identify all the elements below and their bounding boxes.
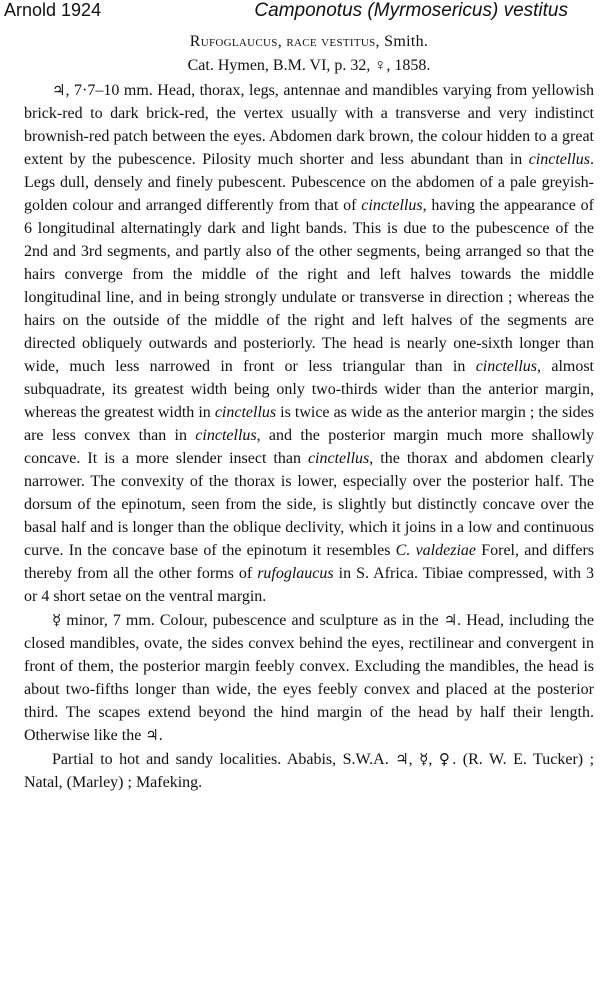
minor-worker-description: [24, 609, 594, 747]
taxon-race: race vestitus,: [286, 33, 380, 50]
document-page: [24, 33, 594, 794]
text-run: . Head, including the closed mandibles, ovate, the sides convex behind the eyes, rectilinear and convergent in front of them, the posterior margin feebly convex. Excluding the mandibles, the head is about two-fifths longer than wide, the eyes feebly convex and placed at the posterior third. The scapes extend beyond the hind margin of the head by half their length. Otherwise like the: [24, 612, 595, 744]
caste-symbol: ♃: [443, 611, 458, 629]
citation: Cat. Hymen, B.M. VI, p. 32, ♀, 1858.: [187, 57, 431, 74]
text-run: , having the appearance of 6 longitudinal alternatingly dark and light bands. This is due to the pubescence of the 2nd and 3rd segments, and partly also of the other segments, being arranged so that the hairs converge from the middle of the right and left halves towards the middle longitudinal line, and in being strongly undulate or transverse in direction ; whereas the hairs on the outside of the middle of the right and left halves of the segments are directed obliquely outwards and posteriorly. The head is nearly one-sixth longer than wide, much less narrowed in front or less triangular than in: [24, 197, 594, 375]
text-run: in S. Africa. Tibiae compressed, with 3 or 4 short setae on the ventral margin.: [24, 565, 594, 605]
text-run: minor, 7 mm. Colour, pubescence and sculpture as in the: [61, 612, 444, 629]
major-worker-description: [24, 79, 594, 608]
taxon-title: [24, 33, 594, 51]
text-run: , 7·7–10 mm. Head, thorax, legs, antennae and mandibles varying from yellowish brick-red to dark brick-red, the vertex usually with a transverse and very indistinct brownish-red patch between the eyes. Abdomen dark brown, the colour hidden to a great extent by the pubescence. Pilosity much shorter and less abundant than in: [24, 82, 594, 168]
italic-taxon-name: cinctellus: [307, 450, 370, 467]
text-run: is twice as wide as the anterior margin ; the sides are less convex than in: [24, 404, 594, 444]
taxon-name: Rufoglaucus,: [189, 33, 283, 50]
text-run: ,: [408, 751, 420, 768]
italic-taxon-name: cinctellus: [214, 404, 277, 421]
caste-symbol: ♃: [52, 81, 66, 99]
italic-taxon-name: C. valdeziae: [395, 542, 476, 559]
text-run: . Legs dull, densely and finely pubescent. Pubescence on the abdomen of a pale greyish-golden colour and arranged differently from that of: [24, 151, 594, 214]
localities-paragraph: [24, 748, 594, 794]
italic-taxon-name: cinctellus: [475, 358, 538, 375]
text-run: , and the posterior margin much more shallowly concave. It is a more slender insect than: [24, 427, 594, 467]
caste-symbol: ♃: [145, 726, 159, 744]
italic-taxon-name: cinctellus: [528, 151, 590, 168]
text-run: , almost subquadrate, its greatest width being only two-thirds wider than the anterior margin, whereas the greatest width in: [24, 358, 595, 421]
text-run: .: [158, 727, 163, 744]
italic-taxon-name: cinctellus: [195, 427, 257, 444]
caste-symbol: ♀: [438, 750, 453, 768]
text-run: Forel, and differs thereby from all the other forms of: [24, 542, 595, 582]
caste-symbol: ☿: [52, 611, 62, 629]
text-run: ,: [428, 751, 439, 768]
header-author-year: Arnold 1924: [4, 0, 102, 20]
text-run: . (R. W. E. Tucker) ; Natal, (Marley) ; Mafeking.: [24, 751, 595, 791]
caste-symbol: ☿: [419, 750, 429, 768]
text-run: , the thorax and abdomen clearly narrower. The convexity of the thorax is lower, especially over the posterior half. The dorsum of the epinotum, seen from the side, is slightly but distinctly concave over the basal half and is longer than the oblique declivity, which it joins in a low and continuous curve. In the concave base of the epinotum it resembles: [24, 450, 594, 559]
caste-symbol: ♃: [395, 750, 409, 768]
italic-taxon-name: rufoglaucus: [257, 565, 334, 582]
header-species-name: Camponotus (Myrmosericus) vestitus: [254, 0, 568, 21]
taxon-author: Smith.: [384, 33, 429, 50]
italic-taxon-name: cinctellus: [361, 197, 423, 214]
text-run: Partial to hot and sandy localities. Ababis, S.W.A.: [52, 751, 396, 768]
